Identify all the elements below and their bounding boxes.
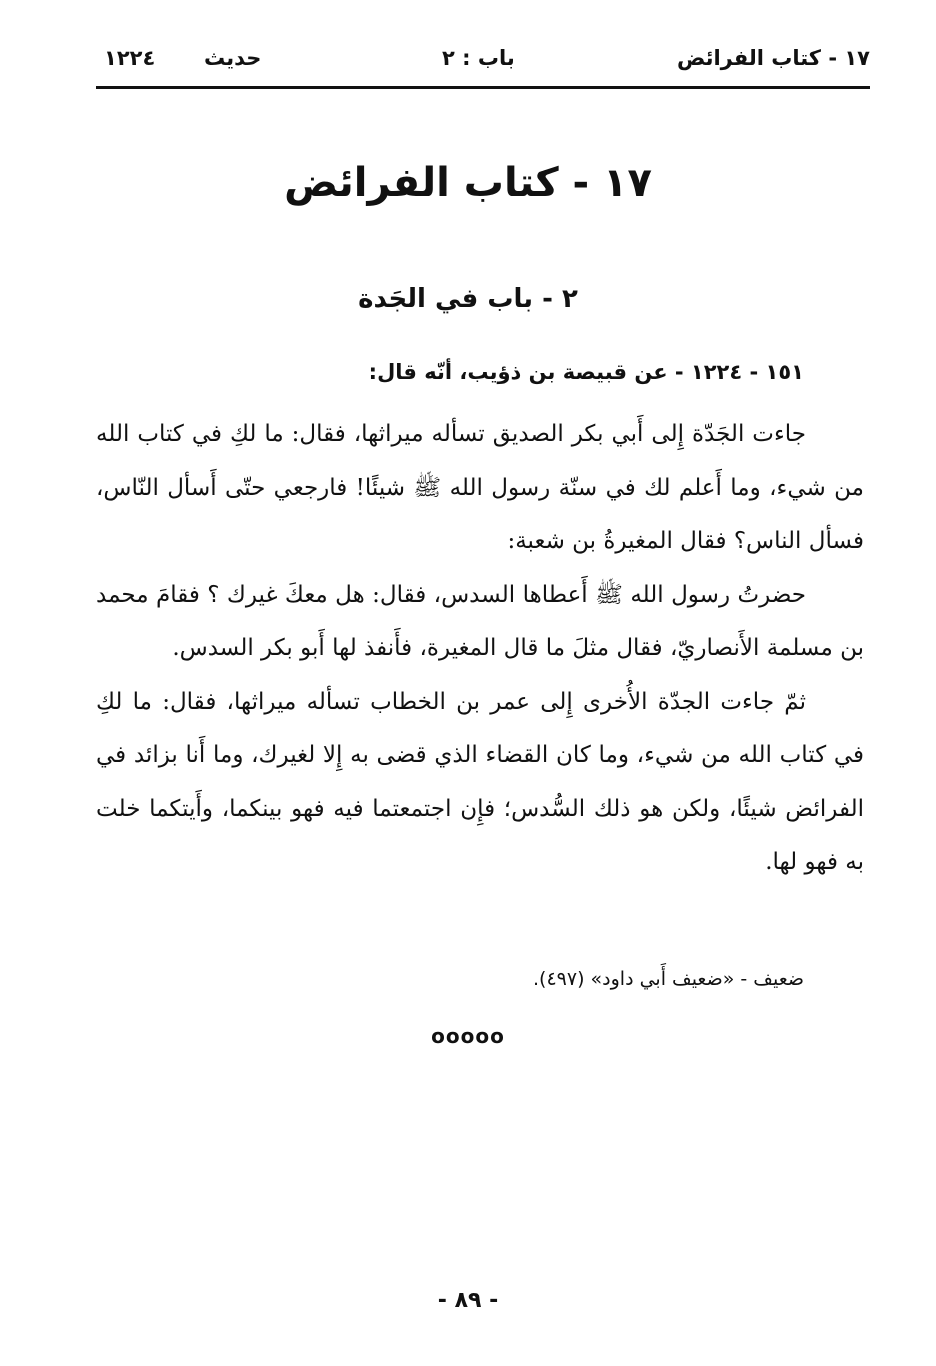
paragraph: ثمّ جاءت الجدّة الأُخرى إِلى عمر بن الخطاب تسأله ميراثها، فقال: ما لكِ في كتاب الله من شيء، وما كان القضاء الذي قضى به إِلا لغيرك، وما أَنا بزائد في الفرائض شيئًا، ولكن هو ذلك السُّدس؛ فإِن اجتمعتما فيه فهو بينكما، وأَيتكما خلت به فهو لها. <box>96 688 864 875</box>
chapter-title: ١٧ - كتاب الفرائض <box>284 160 652 206</box>
page-number: - ٨٩ - <box>437 1288 499 1313</box>
section-title: ٢ - باب في الجَدة <box>358 284 578 314</box>
running-head-hadith-label: حديث <box>204 46 262 70</box>
running-head-book: ١٧ - كتاب الفرائض <box>676 46 870 70</box>
header-rule <box>96 86 870 89</box>
paragraph: حضرتُ رسول الله ﷺ أَعطاها السدس، فقال: هل معكَ غيرك ؟ فقامَ محمد بن مسلمة الأَنصاريّ، فقال مثلَ ما قال المغيرة، فأَنفذ لها أَبو بكر السدس. <box>96 581 864 661</box>
paragraph: جاءت الجَدّة إِلى أَبي بكر الصديق تسأله ميراثها، فقال: ما لكِ في كتاب الله من شيء، وما أَعلم لك في سنّة رسول الله ﷺ شيئًا! فارجعي حتّى أَسأل النّاس، فسأل الناس؟ فقال المغيرةُ بن شعبة: <box>96 421 864 554</box>
hadith-heading: ١٥١ - ١٢٢٤ - عن قبيصة بن ذؤيب، أنّه قال: <box>368 360 804 384</box>
running-head <box>96 40 870 80</box>
section-separator: ooooo <box>431 1024 505 1048</box>
running-head-hadith-number: ١٢٢٤ <box>104 46 156 70</box>
hadith-grading: ضعيف - «ضعيف أَبي داود» (٤٩٧). <box>533 968 804 990</box>
running-head-bab: باب : ٢ <box>442 46 515 70</box>
hadith-body <box>96 408 864 890</box>
